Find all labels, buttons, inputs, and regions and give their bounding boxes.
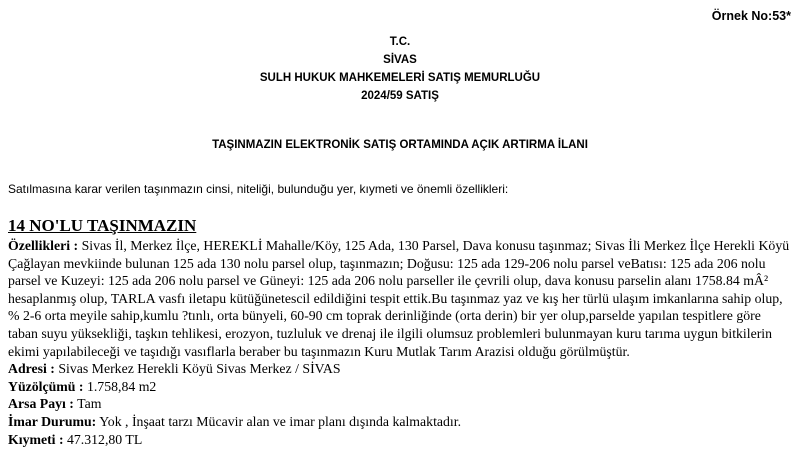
features-row	[8, 237, 792, 360]
area-value: 1.758,84 m2	[83, 378, 157, 394]
intro-text: Satılmasına karar verilen taşınmazın cinsi, niteliği, bulunduğu yer, kıymeti ve önemli özellikleri:	[8, 182, 509, 196]
features-label: Özellikleri :	[8, 238, 79, 253]
address-row	[8, 360, 792, 378]
share-value: Tam	[73, 396, 102, 412]
features-value: Sivas İl, Merkez İlçe, HEREKLİ Mahalle/Köy, 125 Ada, 130 Parsel, Dava konusu taşınmaz; Sivas İli Merkez İlçe Herekli Köyü Çağlayan mevkiinde bulunan 125 ada 130 nolu parsel olup, taşınmazın; Doğusu: 125 ada 129-206 nolu parsel veBatısı: 125 ada 206 nolu parsel ve Kuzeyi: 125 ada 206 nolu parsel ve Güneyi: 125 ada 206 nolu parseller ile çevrili olup, dava konusu parselin alanı 1758.84 mÂ² hesaplanmış olup, TARLA vasfı iletapu kütüğünetescil edildiğini tespit ettik.Bu taşınmaz yaz ve kış her türlü ulaşım imkanlarına sahip olup, % 2-6 orta meyile sahip,kumlu ?tınlı, orta bünyeli, 60-90 cm toprak derinliğinde (orta derin) bir yer olup,parselde yapılan tespitlere göre taban suyu yüksekliği, taşkın tehlikesi, erozyon, tuzluluk ve drenaj ile ilgili olumsuz problemleri bulunmayan kuru tarıma uygun bitkilerin ekimi yapılabileceği ve taşıdığı vasıflarla beraber bu taşınmazın Kuru Mutlak Tarım Arazisi olduğu görülmüştür.	[8, 238, 790, 359]
share-label: Arsa Payı :	[8, 396, 74, 412]
parcel-section	[8, 216, 792, 448]
address-value: Sivas Merkez Herekli Köyü Sivas Merkez / SİVAS	[54, 361, 341, 377]
value-row	[8, 431, 792, 449]
form-number: Örnek No:53*	[711, 9, 791, 23]
header-tc: T.C.	[389, 36, 411, 48]
zoning-value: Yok , İnşaat tarzı Mücavir alan ve imar planı dışında kalmaktadır.	[96, 413, 462, 429]
address-label: Adresi :	[8, 361, 55, 377]
area-label: Yüzölçümü :	[8, 378, 84, 394]
zoning-label: İmar Durumu:	[8, 413, 97, 429]
notice-title: TAŞINMAZIN ELEKTRONİK SATIŞ ORTAMINDA AÇIK ARTIRMA İLANI	[212, 139, 588, 151]
zoning-row	[8, 413, 792, 431]
value-label: Kıymeti :	[8, 431, 64, 447]
area-row	[8, 378, 792, 396]
share-row	[8, 395, 792, 413]
header-city: SİVAS	[383, 54, 417, 66]
header-office: SULH HUKUK MAHKEMELERİ SATIŞ MEMURLUĞU	[259, 72, 541, 84]
value-value: 47.312,80 TL	[63, 431, 143, 447]
header-case-no: 2024/59 SATIŞ	[361, 90, 439, 102]
parcel-title: 14 NO'LU TAŞINMAZIN	[8, 216, 197, 235]
